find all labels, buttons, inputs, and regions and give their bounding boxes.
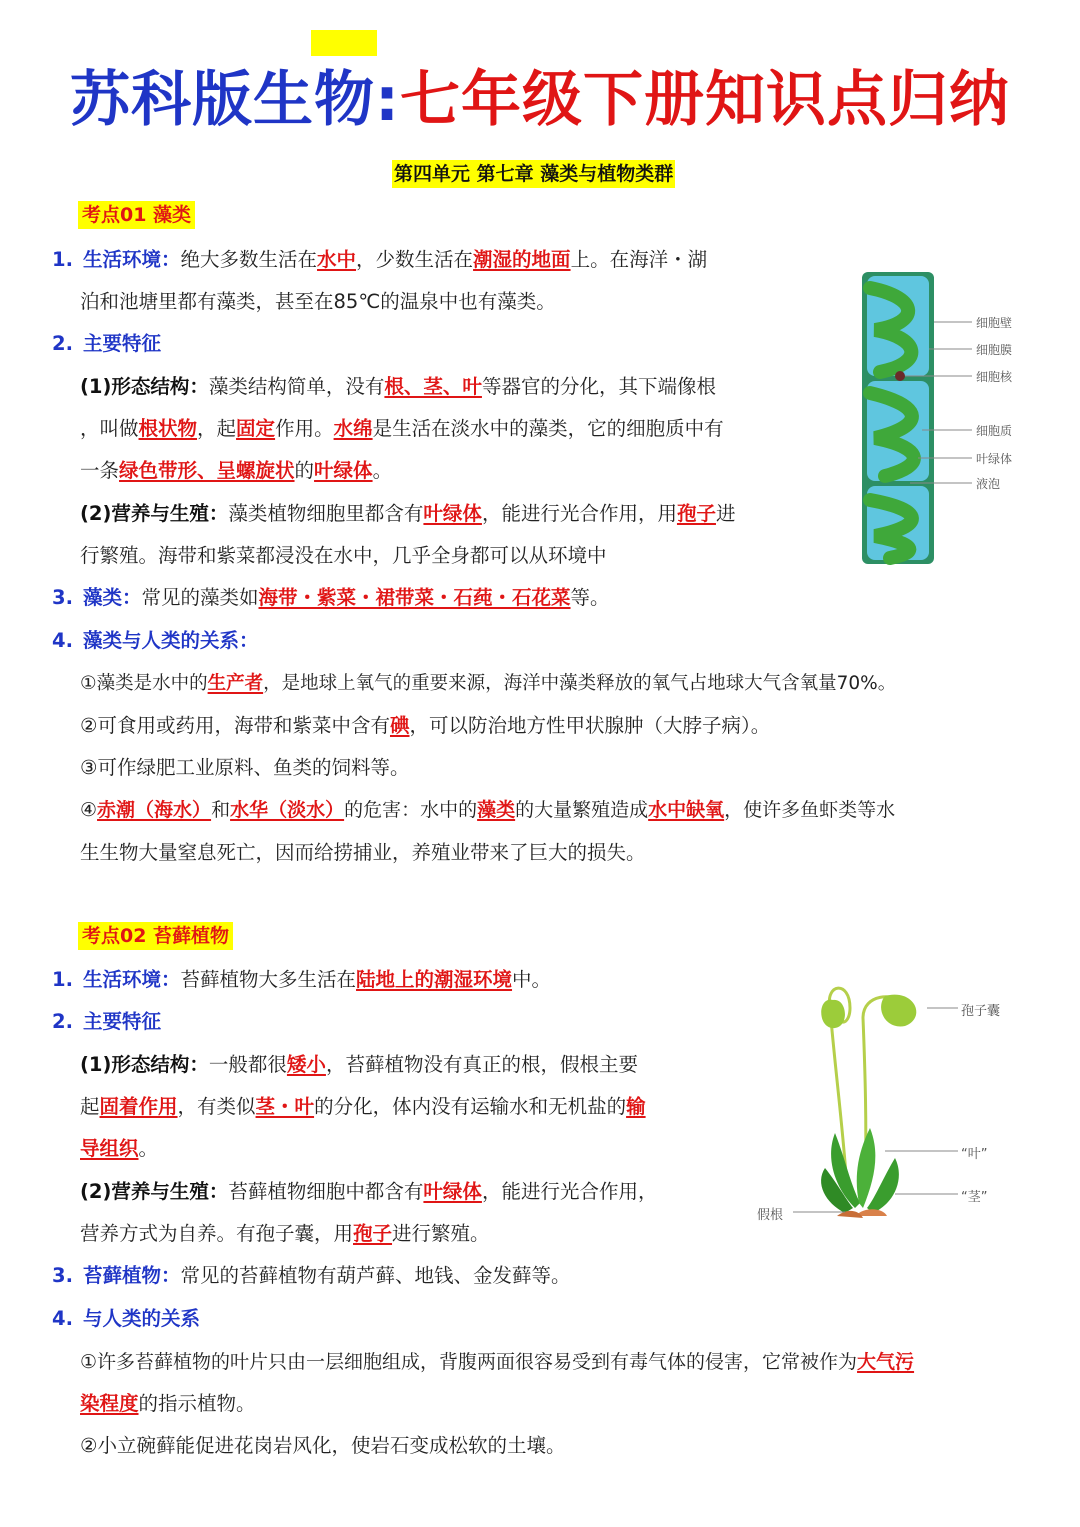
text: ，可以防治地方性甲状腺肿（大脖子病）。 bbox=[409, 714, 771, 737]
label-nucleus: 细胞核 bbox=[976, 370, 1013, 384]
kp1-label: 考点01 藻类 bbox=[78, 201, 195, 229]
moss-figure bbox=[755, 968, 1025, 1228]
text: 。 bbox=[372, 459, 393, 482]
subheading: (2)营养与生殖： bbox=[80, 502, 229, 525]
keyword: 陆地上的潮湿环境 bbox=[356, 968, 513, 991]
kp1-r4b: 生生物大量窒息死亡，因而给捞捕业，养殖业带来了巨大的损失。 bbox=[80, 841, 646, 864]
keyword: 矮小 bbox=[286, 1053, 326, 1076]
keyword: 根、茎、叶 bbox=[384, 375, 482, 398]
kp1-p1b: 泊和池塘里都有藻类，甚至在85℃的温泉中也有藻类。 bbox=[80, 290, 556, 313]
text: 和 bbox=[211, 799, 231, 821]
label-vacuole: 液泡 bbox=[976, 477, 1001, 491]
heading: 与人类的关系 bbox=[82, 1307, 200, 1330]
keyword: 茎・叶 bbox=[255, 1095, 315, 1118]
kp1-p2b bbox=[80, 416, 724, 442]
keyword: 叶绿体 bbox=[423, 502, 482, 525]
keyword: 叶绿体 bbox=[314, 459, 373, 482]
keyword: 水绵 bbox=[333, 417, 373, 440]
num: 4. bbox=[52, 1307, 73, 1330]
kp1-r3: ③可作绿肥工业原料、鱼类的饲料等。 bbox=[80, 756, 410, 779]
kp2-p2 bbox=[52, 1009, 161, 1035]
kp1-p2e: 行繁殖。海带和紫菜都浸没在水中，几乎全身都可以从环境中 bbox=[80, 544, 607, 567]
label-stem: “茎” bbox=[961, 1190, 988, 1205]
num: 4. bbox=[52, 629, 73, 652]
num: 3. bbox=[52, 586, 73, 609]
text: 中。 bbox=[512, 968, 552, 991]
text: ④ bbox=[80, 799, 98, 821]
keyword: 导组织 bbox=[80, 1137, 139, 1160]
keyword: 碘 bbox=[389, 714, 410, 737]
text: ，能进行光合作用， bbox=[481, 1180, 658, 1203]
spirogyra-illustration bbox=[830, 268, 1040, 568]
text: 一般都很 bbox=[208, 1053, 287, 1076]
text: ，使许多鱼虾类等水 bbox=[724, 799, 896, 821]
kp2-p1 bbox=[52, 967, 551, 993]
num: 1. bbox=[52, 248, 73, 271]
keyword: 绿色带形、呈螺旋状 bbox=[119, 459, 295, 482]
num: 1. bbox=[52, 968, 73, 991]
text: 是生活在淡水中的藻类，它的细胞质中有 bbox=[372, 417, 724, 440]
label-leaf: “叶” bbox=[961, 1147, 988, 1162]
subheading: (2)营养与生殖： bbox=[80, 1180, 229, 1203]
kp2-p2b bbox=[80, 1094, 646, 1120]
text: 的 bbox=[294, 459, 315, 482]
chapter-heading: 第四单元 第七章 藻类与植物类群 bbox=[392, 160, 675, 188]
text: 常见的苔藓植物有葫芦藓、地钱、金发藓等。 bbox=[180, 1264, 571, 1287]
text: 等器官的分化，其下端像根 bbox=[481, 375, 716, 398]
keyword: 藻类 bbox=[477, 799, 516, 821]
kp2-r2: ②小立碗藓能促进花岗岩风化，使岩石变成松软的土壤。 bbox=[80, 1434, 566, 1457]
label-chloroplast: 叶绿体 bbox=[976, 452, 1013, 466]
spirogyra-figure bbox=[830, 268, 1040, 568]
heading: 苔藓植物： bbox=[82, 1264, 181, 1287]
heading: 藻类与人类的关系： bbox=[82, 629, 259, 652]
text: 的指示植物。 bbox=[138, 1392, 256, 1415]
kp2-p4 bbox=[52, 1306, 200, 1332]
kp1-p2 bbox=[52, 331, 161, 357]
kp2-r1 bbox=[80, 1349, 914, 1375]
label-cytoplasm: 细胞质 bbox=[976, 424, 1013, 438]
kp2-p2d bbox=[80, 1179, 657, 1205]
kp1-p1 bbox=[52, 247, 707, 273]
kp1-p4 bbox=[52, 628, 259, 654]
keyword: 输 bbox=[626, 1095, 646, 1118]
text: ①许多苔藓植物的叶片只由一层细胞组成，背腹两面很容易受到有毒气体的侵害，它常被作为 bbox=[80, 1351, 858, 1373]
text: ，苔藓植物没有真正的根，假根主要 bbox=[325, 1053, 638, 1076]
text: 苔藓植物大多生活在 bbox=[180, 968, 357, 991]
subheading: (1)形态结构： bbox=[80, 1053, 209, 1076]
keyword: 大气污 bbox=[857, 1351, 915, 1373]
title-colon: : bbox=[375, 65, 400, 135]
label-cell-wall: 细胞壁 bbox=[976, 316, 1013, 330]
heading: 藻类： bbox=[82, 586, 142, 609]
subheading: (1)形态结构： bbox=[80, 375, 209, 398]
kp1-p3 bbox=[52, 585, 610, 611]
keyword: 水中缺氧 bbox=[648, 799, 725, 821]
kp1-r4 bbox=[80, 797, 895, 823]
kp2-r1b bbox=[80, 1391, 256, 1417]
keyword: 染程度 bbox=[80, 1392, 139, 1415]
num: 2. bbox=[52, 1010, 73, 1033]
text: 上。在海洋・湖 bbox=[570, 248, 708, 271]
kp2-p3 bbox=[52, 1263, 571, 1289]
kp1-r2 bbox=[80, 713, 770, 739]
text: ①藻类是水中的 bbox=[80, 673, 208, 694]
keyword: 叶绿体 bbox=[423, 1180, 482, 1203]
kp1-p2d bbox=[80, 501, 735, 527]
keyword: 水中 bbox=[317, 248, 357, 271]
keyword: 水华（淡水） bbox=[230, 799, 345, 821]
kp1-p2a bbox=[80, 374, 716, 400]
text: ②可食用或药用，海带和紫菜中含有 bbox=[80, 714, 390, 737]
heading: 生活环境： bbox=[82, 968, 181, 991]
keyword: 潮湿的地面 bbox=[473, 248, 571, 271]
text: 起 bbox=[80, 1095, 100, 1118]
keyword: 海带・紫菜・裙带菜・石莼・石花菜 bbox=[258, 586, 571, 609]
keyword: 赤潮（海水） bbox=[97, 799, 212, 821]
text: 藻类植物细胞里都含有 bbox=[228, 502, 424, 525]
num: 3. bbox=[52, 1264, 73, 1287]
kp2-p2e bbox=[80, 1221, 490, 1247]
num: 2. bbox=[52, 332, 73, 355]
text: 进 bbox=[715, 502, 736, 525]
title-blue-part: 苏科版生物 bbox=[70, 65, 375, 135]
text: 的分化，体内没有运输水和无机盐的 bbox=[314, 1095, 627, 1118]
title-red-part: 七年级下册知识点归纳 bbox=[400, 65, 1010, 135]
text: ，少数生活在 bbox=[356, 248, 474, 271]
keyword: 固定 bbox=[236, 417, 276, 440]
keyword: 固着作用 bbox=[99, 1095, 178, 1118]
text: 的危害：水中的 bbox=[344, 799, 478, 821]
kp1-p2c bbox=[80, 458, 392, 484]
text: 营养方式为自养。有孢子囊，用 bbox=[80, 1222, 354, 1245]
label-cell-membrane: 细胞膜 bbox=[976, 343, 1013, 357]
text: ，是地球上氧气的重要来源，海洋中藻类释放的氧气占地球大气含氧量70%。 bbox=[263, 673, 897, 694]
text: 苔藓植物细胞中都含有 bbox=[228, 1180, 424, 1203]
text: ，起 bbox=[197, 417, 237, 440]
kp2-label: 考点02 苔藓植物 bbox=[78, 922, 233, 950]
text: ，能进行光合作用，用 bbox=[481, 502, 677, 525]
kp2-p2a bbox=[80, 1052, 638, 1078]
keyword: 根状物 bbox=[138, 417, 198, 440]
text: 作用。 bbox=[275, 417, 334, 440]
text: 一条 bbox=[80, 459, 120, 482]
kp2-p2c bbox=[80, 1136, 158, 1162]
keyword: 生产者 bbox=[207, 673, 264, 694]
text: ，叫做 bbox=[80, 417, 139, 440]
text: 。 bbox=[138, 1137, 159, 1160]
text: ，有类似 bbox=[177, 1095, 256, 1118]
text: 绝大多数生活在 bbox=[180, 248, 318, 271]
text: 常见的藻类如 bbox=[141, 586, 259, 609]
keyword: 孢子 bbox=[353, 1222, 393, 1245]
page-title bbox=[0, 52, 1080, 138]
heading: 生活环境： bbox=[82, 248, 181, 271]
text: 等。 bbox=[570, 586, 610, 609]
kp1-r1 bbox=[80, 671, 896, 697]
label-capsule: 孢子囊 bbox=[961, 1004, 1001, 1019]
text: 进行繁殖。 bbox=[392, 1222, 490, 1245]
text: 的大量繁殖造成 bbox=[515, 799, 649, 821]
label-rhizoid: 假根 bbox=[757, 1208, 784, 1223]
text: 藻类结构简单，没有 bbox=[208, 375, 385, 398]
heading: 主要特征 bbox=[82, 332, 161, 355]
keyword: 孢子 bbox=[676, 502, 716, 525]
heading: 主要特征 bbox=[82, 1010, 161, 1033]
